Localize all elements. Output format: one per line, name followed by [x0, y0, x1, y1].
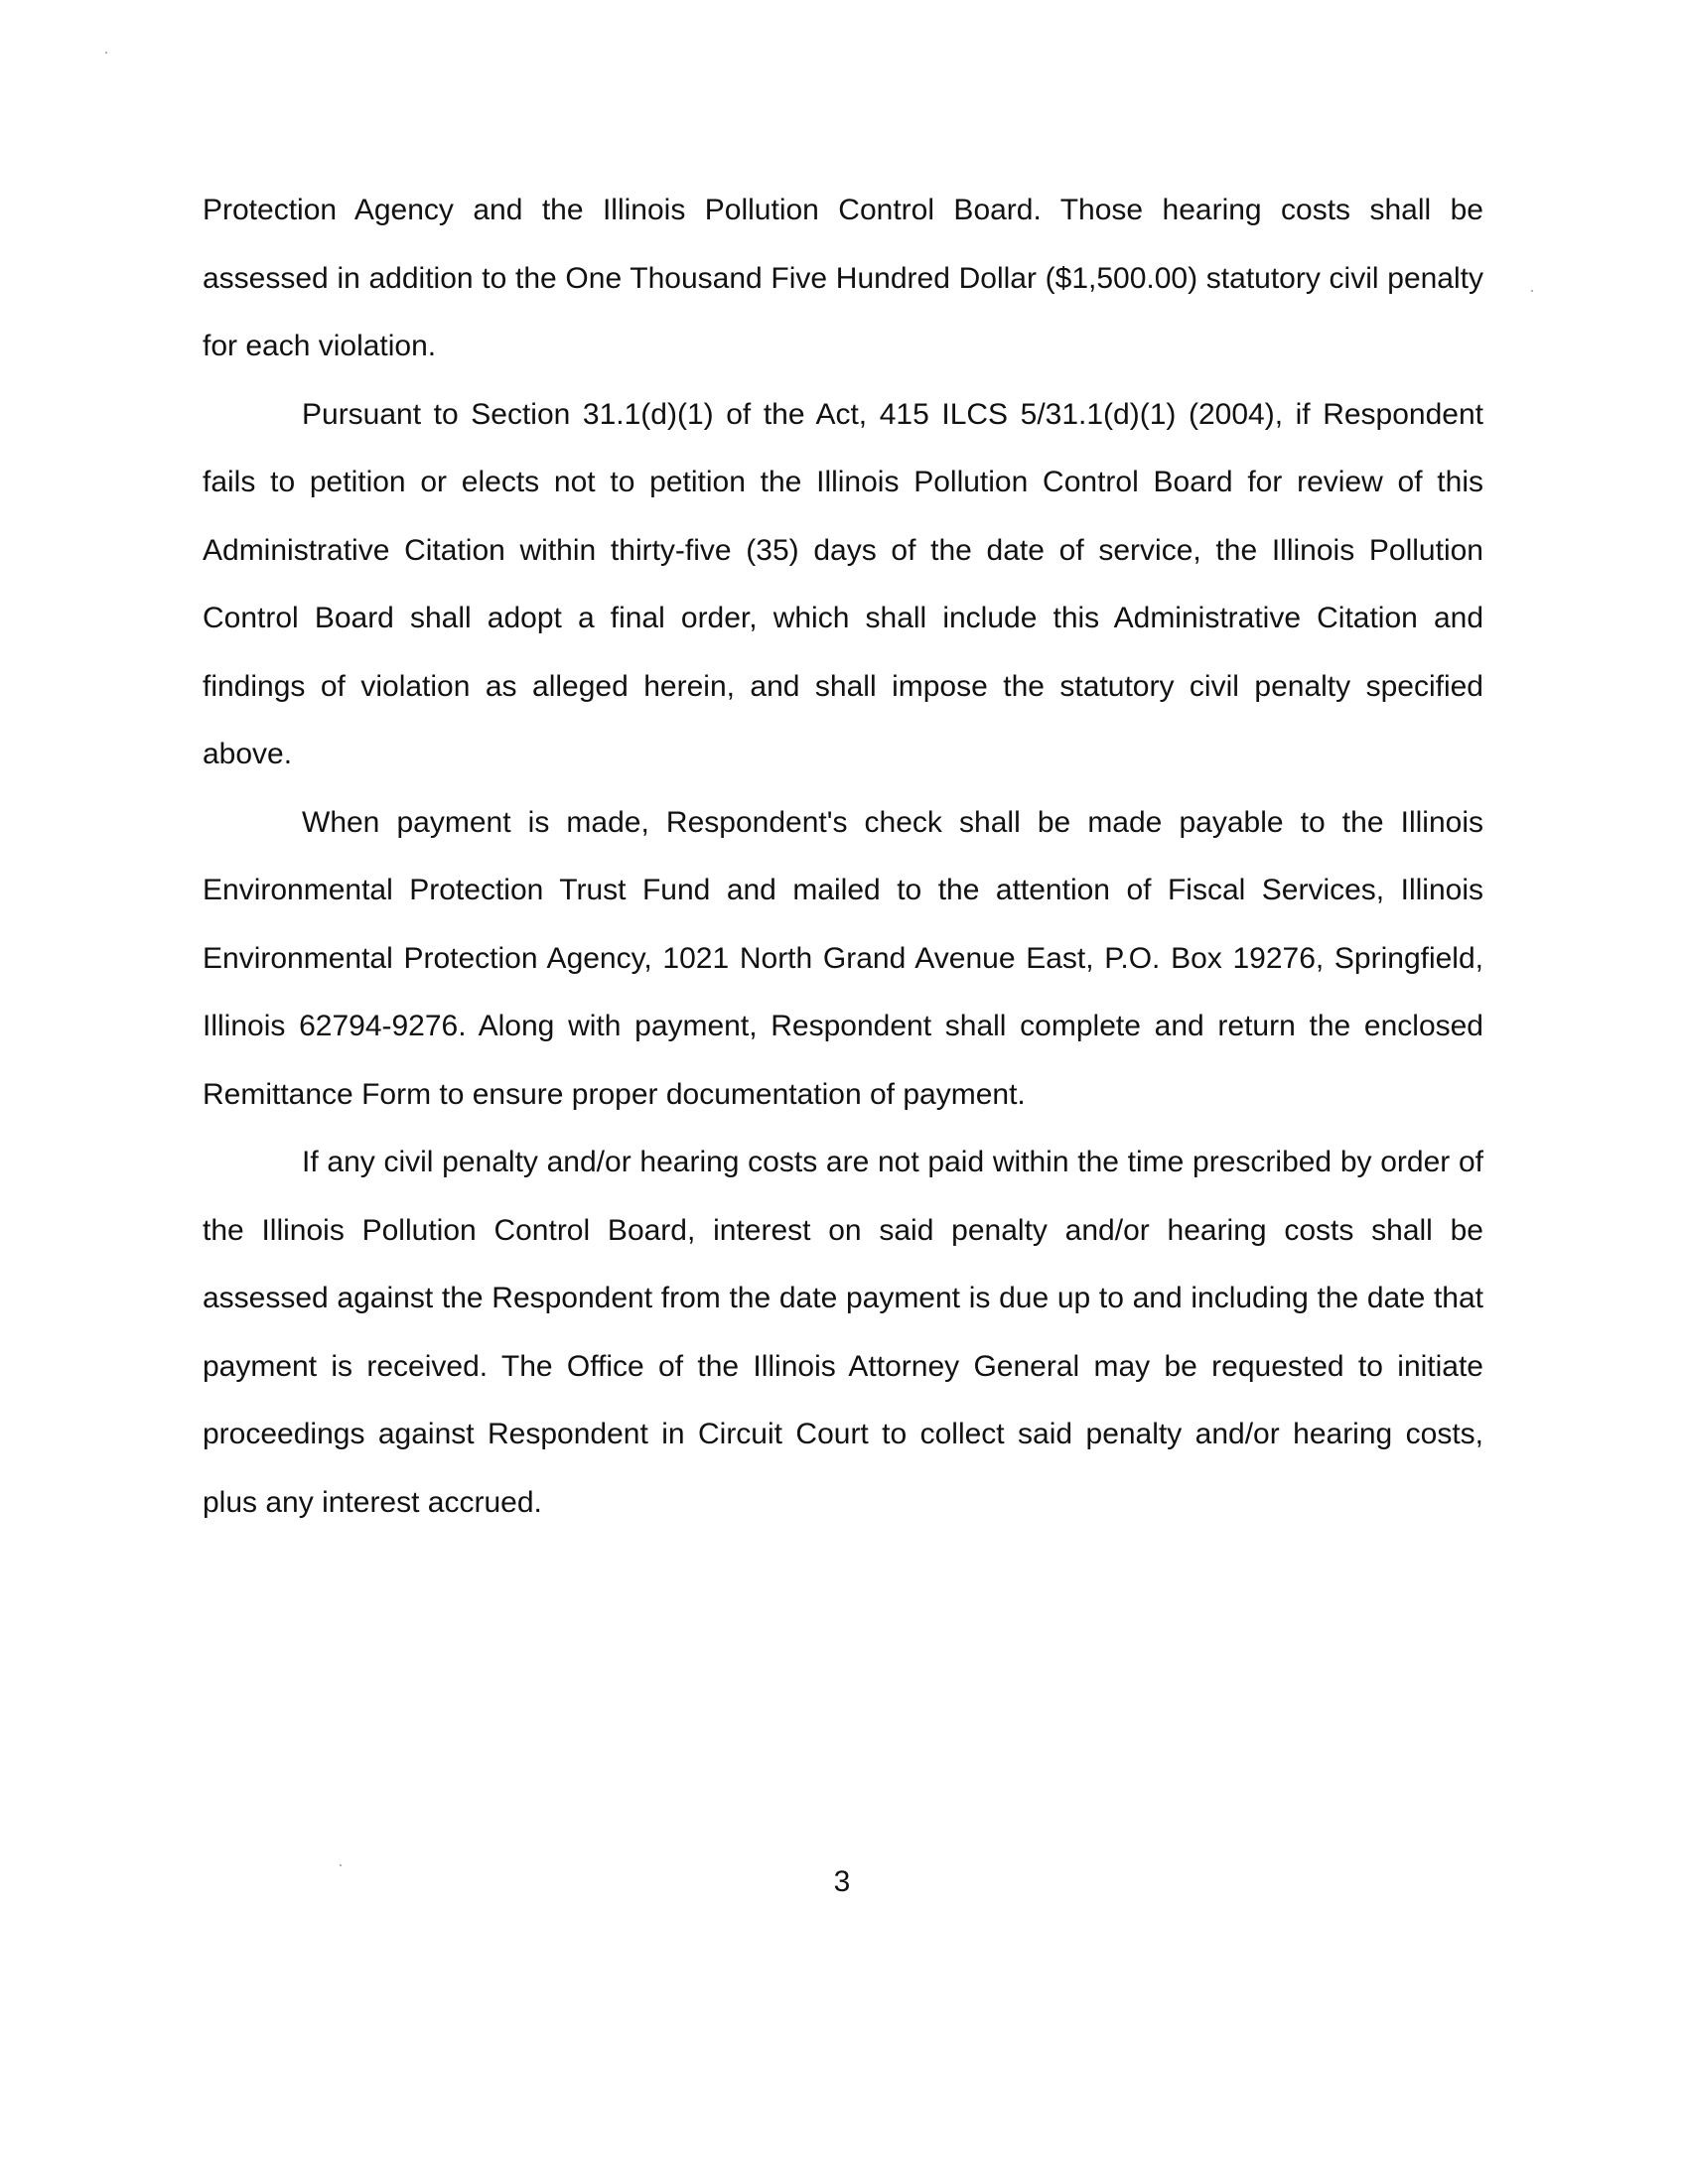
page-number: 3	[833, 1865, 851, 1898]
scan-speck	[1531, 290, 1533, 292]
paragraph-payment-instructions: When payment is made, Respondent's check shall be made payable to the Illinois Environmental Protection Trust Fund and mailed to the attention of Fiscal Services, Illinois Environmental Protection Agency, 1021 North Grand Avenue East, P.O. Box 19276, Springfield, Illinois 62794-9276. Along with payment, Respondent shall complete and return the enclosed Remittance Form to ensure proper documentation of payment.	[203, 805, 1483, 1111]
document-body	[203, 177, 1483, 1537]
paragraph-interest: If any civil penalty and/or hearing costs are not paid within the time prescribed by order of the Illinois Pollution Control Board, interest on said penalty and/or hearing costs shall be assessed against the Respondent from the date payment is due up to and including the date that payment is received. The Office of the Illinois Attorney General may be requested to initiate proceedings against Respondent in Circuit Court to collect said penalty and/or hearing costs, plus any interest accrued.	[203, 1146, 1483, 1519]
scan-speck	[105, 52, 107, 54]
paragraph-hearing-costs: Protection Agency and the Illinois Pollution Control Board. Those hearing costs shall be assessed in addition to the One Thousand Five Hundred Dollar ($1,500.00) statutory civil penalty for each violation.	[203, 194, 1483, 362]
paragraph-final-order: Pursuant to Section 31.1(d)(1) of the Act, 415 ILCS 5/31.1(d)(1) (2004), if Respondent fails to petition or elects not to petition the Illinois Pollution Control Board for review of this Administrative Citation within thirty-five (35) days of the date of service, the Illinois Pollution Control Board shall adopt a final order, which shall include this Administrative Citation and findings of violation as alleged herein, and shall impose the statutory civil penalty specified above.	[203, 397, 1483, 770]
